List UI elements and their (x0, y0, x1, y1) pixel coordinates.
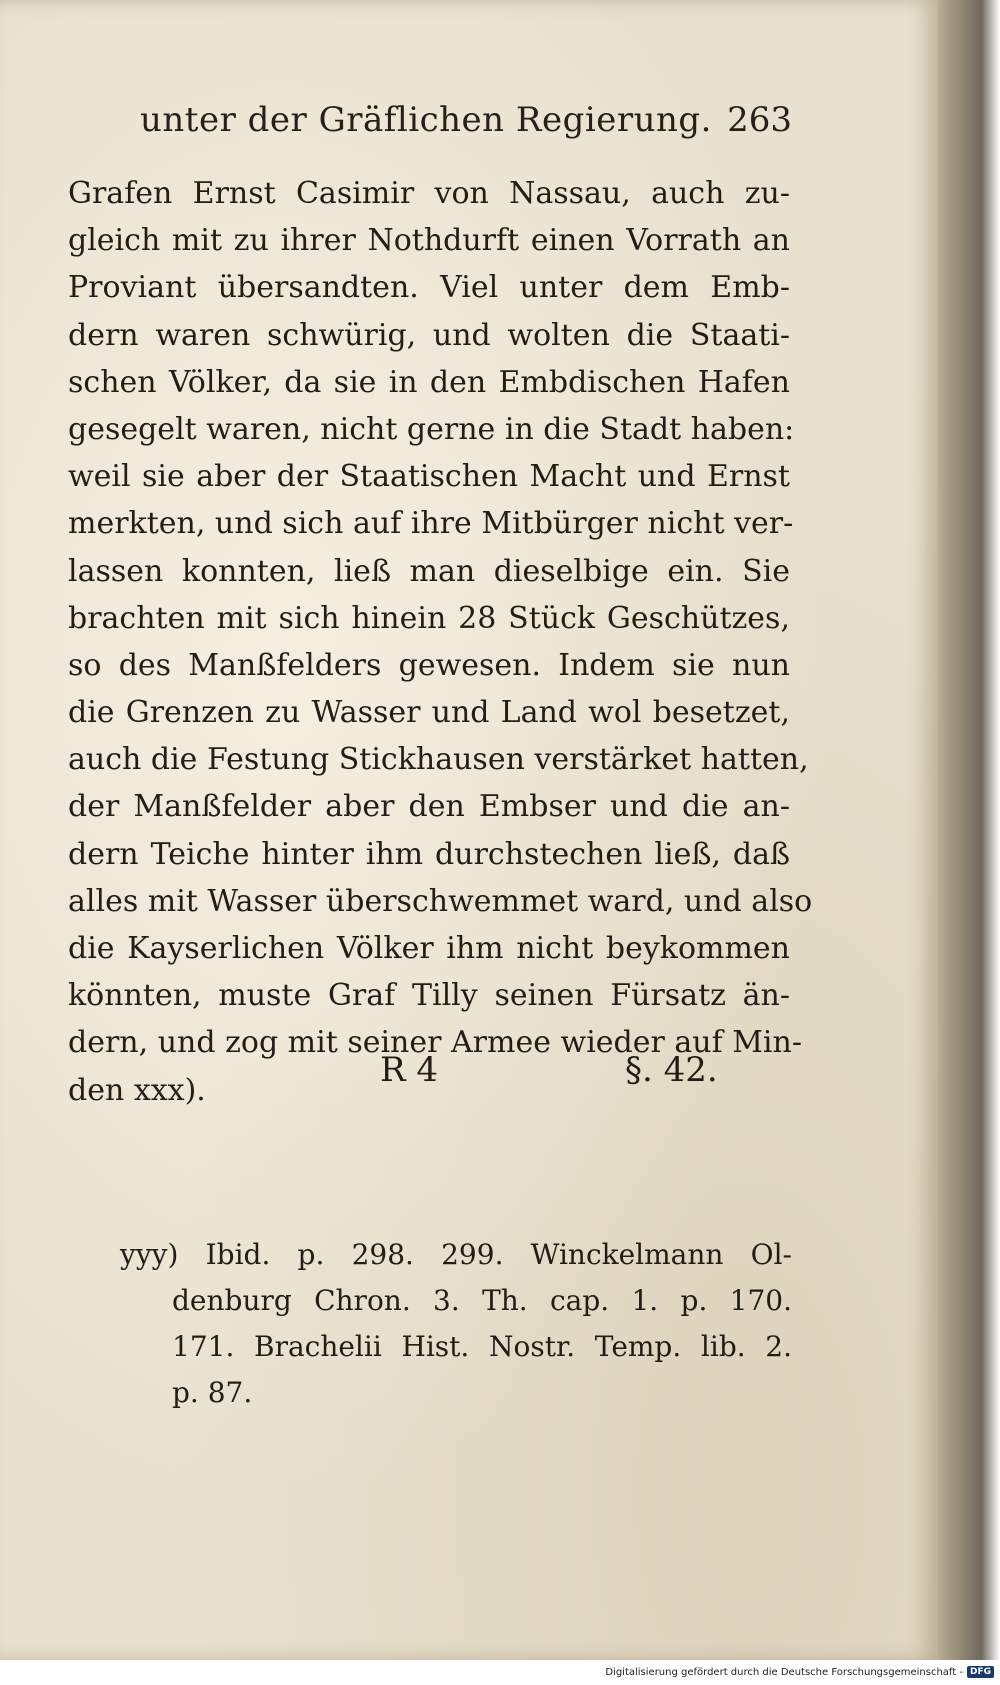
main-text (68, 170, 813, 1114)
footnote-line: 171. Brachelii Hist. Nostr. Temp. lib. 2. (172, 1330, 792, 1363)
catchword: §. 42. (625, 1050, 718, 1090)
page-number: 263 (727, 100, 792, 140)
footnote-line: denburg Chron. 3. Th. cap. 1. p. 170. (172, 1284, 792, 1317)
text-line: Proviant übersandten. Viel unter dem Emb- (68, 270, 790, 306)
running-title: unter der Gräflichen Regierung. (140, 100, 712, 140)
signature-line (380, 1050, 740, 1100)
text-line: dern Teiche hinter ihm durchstechen ließ, daß (68, 836, 790, 872)
footnote-line: p. 87. (172, 1376, 253, 1409)
text-line: auch die Festung Stickhausen verstärket hatten, (68, 742, 809, 778)
text-line: weil sie aber der Staatischen Macht und Ernst (68, 459, 790, 495)
text-line: gleich mit zu ihrer Nothdurft einen Vorrath an (68, 223, 790, 259)
credit-text: Digitalisierung gefördert durch die Deutsche Forschungsgemeinschaft - (605, 1666, 963, 1678)
book-edge (938, 0, 1000, 1660)
text-line: den xxx). (68, 1072, 206, 1108)
page-header (140, 96, 792, 146)
text-line: dern waren schwürig, und wolten die Staati- (68, 317, 790, 353)
text-line: lassen konnten, ließ man dieselbige ein. Sie (68, 553, 790, 589)
text-line: der Manßfelder aber den Embser und die an- (68, 789, 790, 825)
text-line: die Kayserlichen Völker ihm nicht beykommen (68, 931, 790, 966)
footnote (120, 1232, 792, 1416)
text-line: gesegelt waren, nicht gerne in die Stadt haben: (68, 411, 795, 447)
text-line: so des Manßfelders gewesen. Indem sie nun (68, 647, 790, 683)
signature-mark: R 4 (380, 1050, 439, 1090)
text-line: alles mit Wasser überschwemmet ward, und also (68, 883, 813, 919)
text-line: schen Völker, da sie in den Embdischen Hafen (68, 364, 790, 400)
text-line: dern, und zog mit seiner Armee wieder auf Min- (68, 1025, 802, 1061)
text-line: die Grenzen zu Wasser und Land wol besetzet, (68, 695, 790, 731)
dfg-logo: DFG (967, 1666, 994, 1678)
text-line: merkten, und sich auf ihre Mitbürger nicht ver- (68, 506, 794, 542)
text-line: Grafen Ernst Casimir von Nassau, auch zu- (68, 176, 790, 211)
text-line: brachten mit sich hinein 28 Stück Geschützes, (68, 600, 790, 636)
text-line: könnten, muste Graf Tilly seinen Fürsatz än- (68, 978, 790, 1014)
digitization-credit (605, 1666, 994, 1678)
footnote-line: yyy) Ibid. p. 298. 299. Winckelmann Ol- (120, 1238, 792, 1271)
